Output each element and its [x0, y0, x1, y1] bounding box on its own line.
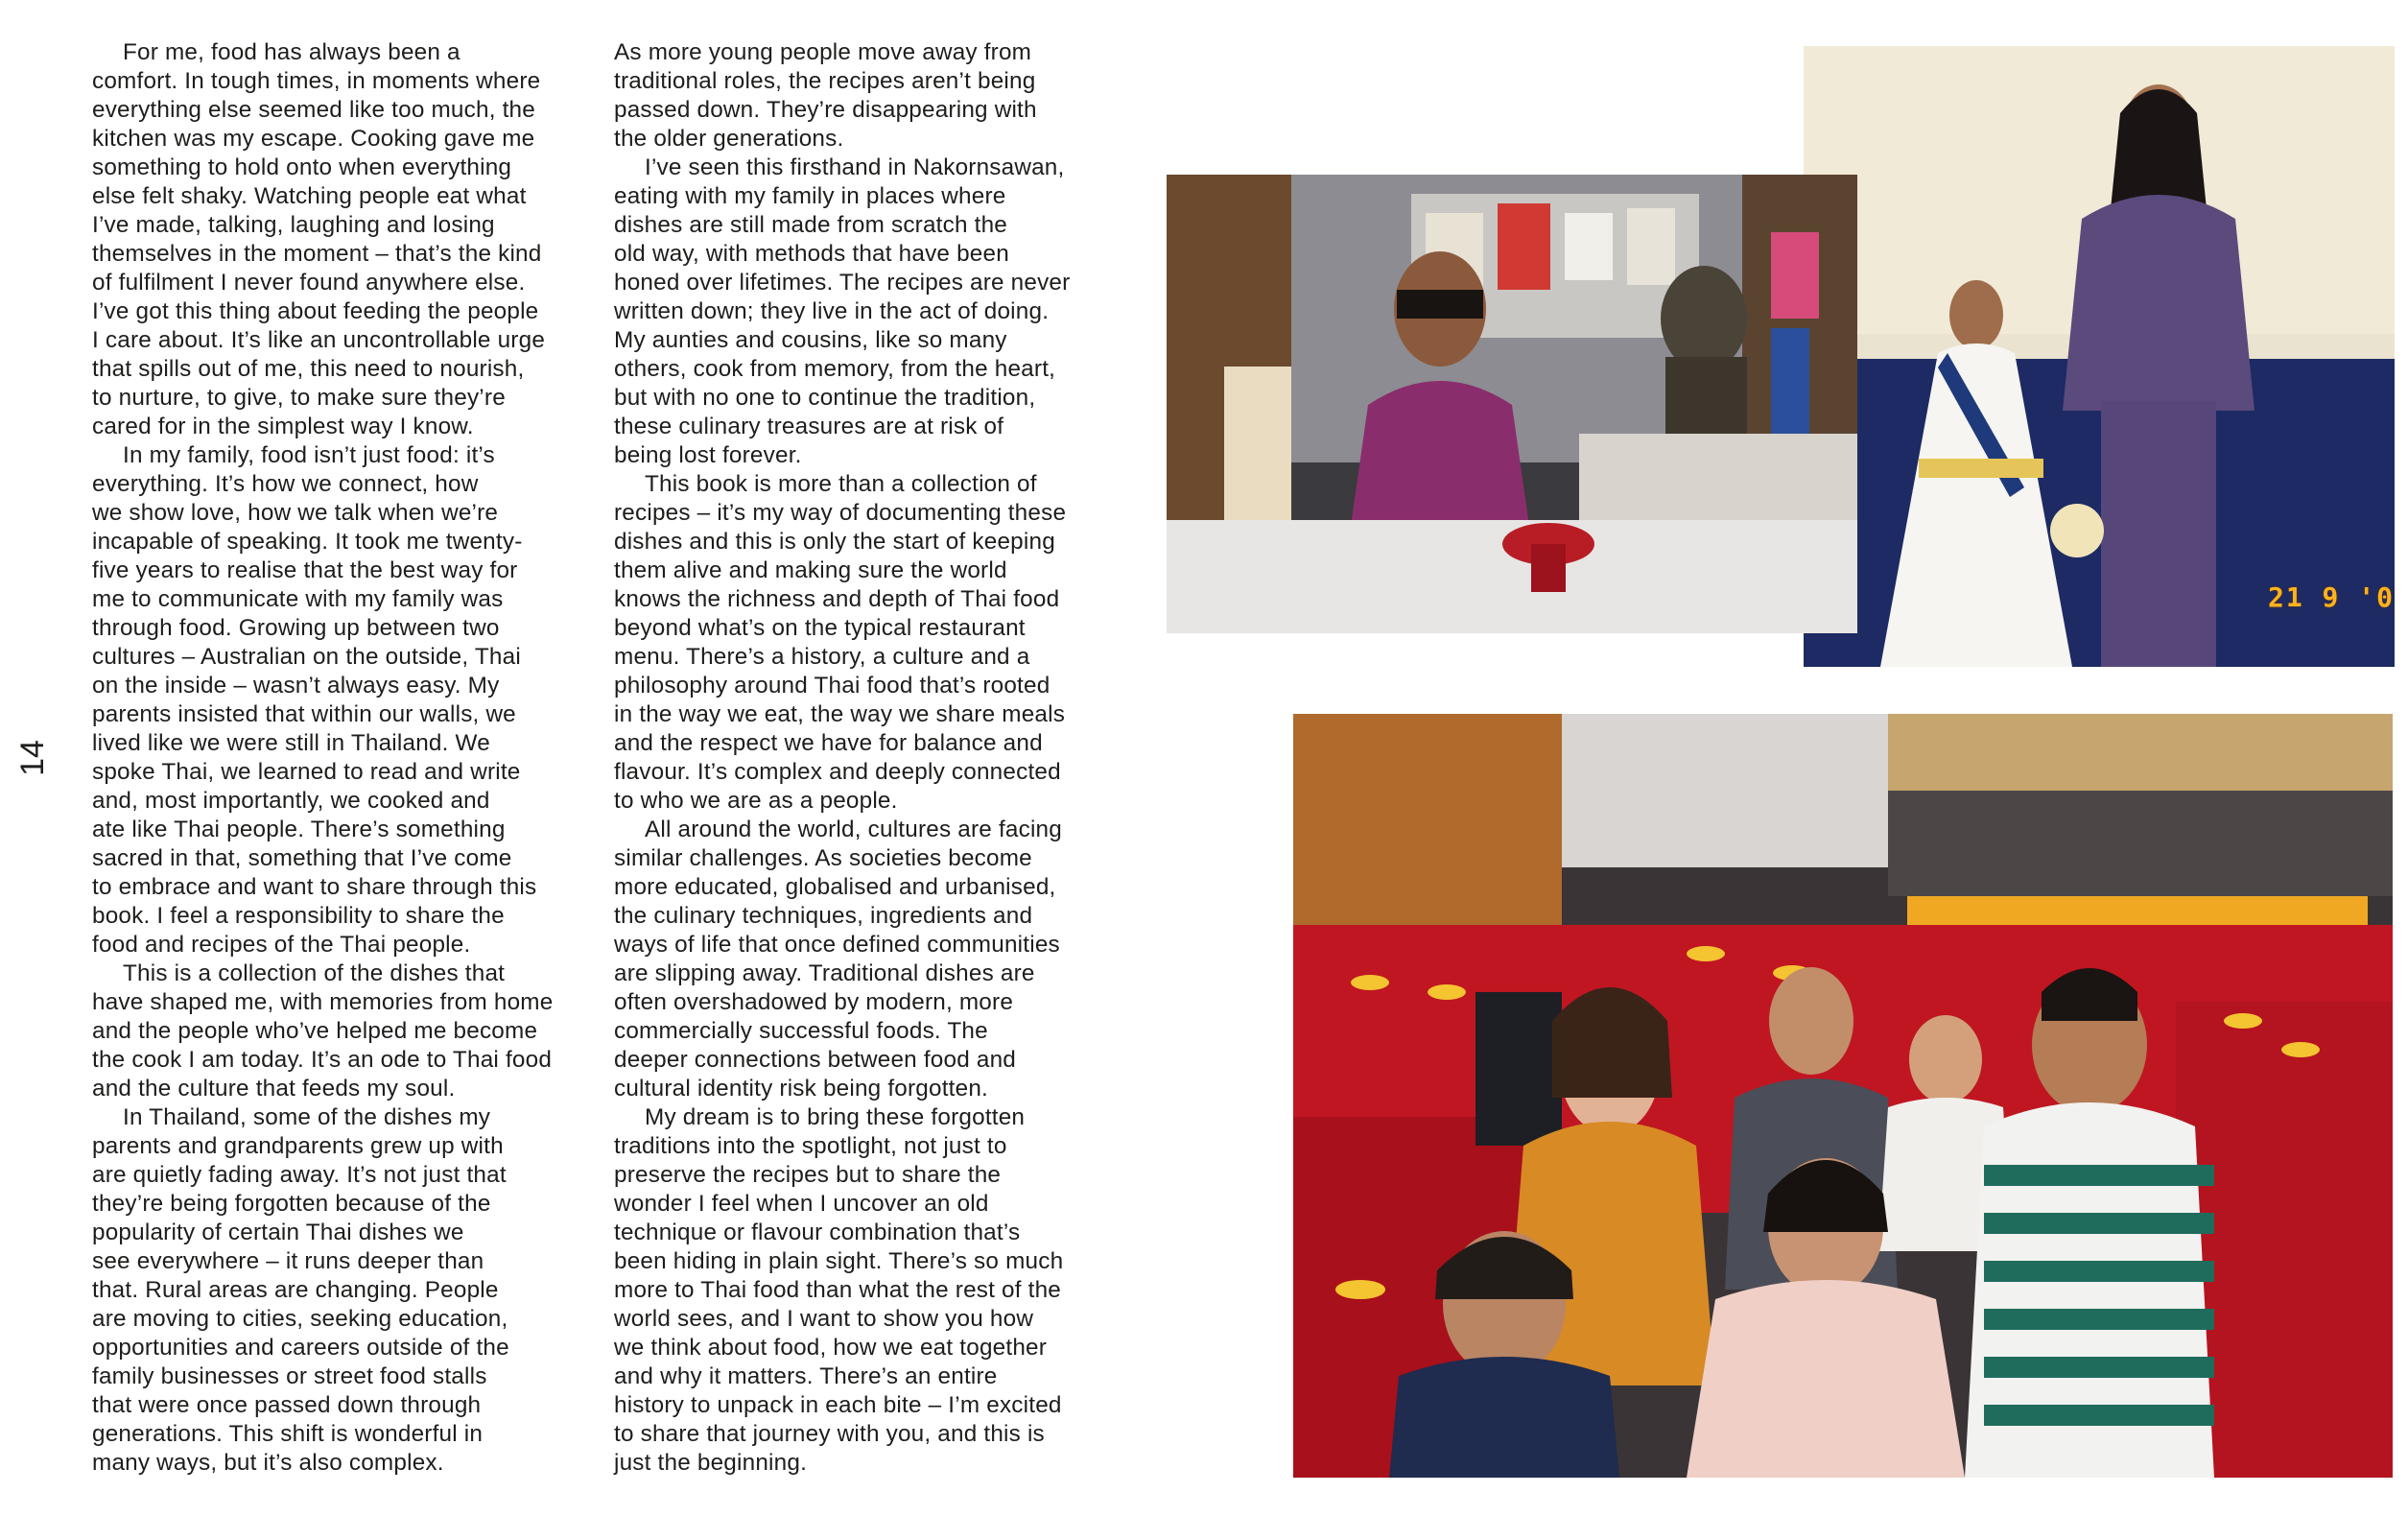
text-line: just the beginning. — [614, 1450, 808, 1476]
text-line: and the respect we have for balance and — [614, 730, 1043, 756]
text-line: My dream is to bring these forgotten — [645, 1104, 1026, 1130]
text-line: parents and grandparents grew up with — [92, 1133, 504, 1159]
text-line: I care about. It’s like an uncontrollable urge — [92, 327, 546, 353]
photo-girl-with-woman — [1804, 46, 2395, 667]
photo-family-restaurant — [1293, 714, 2393, 1478]
text-line: to who we are as a people. — [614, 788, 898, 814]
photo-man-at-counter — [1167, 175, 1857, 633]
text-line: commercially successful foods. The — [614, 1018, 988, 1044]
text-line: old way, with methods that have been — [614, 241, 1009, 267]
text-line: but with no one to continue the tradition, — [614, 385, 1036, 411]
text-line: I’ve made, talking, laughing and losing — [92, 212, 495, 238]
text-line: the culinary techniques, ingredients and — [614, 903, 1033, 929]
text-line: food and recipes of the Thai people. — [92, 932, 471, 958]
text-line: them alive and making sure the world — [614, 557, 1007, 583]
text-line: eating with my family in places where — [614, 183, 1006, 209]
text-line: see everywhere – it runs deeper than — [92, 1248, 484, 1274]
text-line: to embrace and want to share through this — [92, 874, 537, 900]
text-line: and the people who’ve helped me become — [92, 1018, 538, 1044]
text-line: technique or flavour combination that’s — [614, 1220, 1021, 1245]
text-line: that. Rural areas are changing. People — [92, 1277, 499, 1303]
photo-date-stamp: 21 9 '0 — [2267, 581, 2395, 613]
text-line: are moving to cities, seeking education, — [92, 1306, 508, 1332]
text-line: on the inside – wasn’t always easy. My — [92, 673, 500, 699]
text-line: preserve the recipes but to share the — [614, 1162, 1002, 1188]
text-line: they’re being forgotten because of the — [92, 1191, 491, 1217]
text-line: spoke Thai, we learned to read and write — [92, 759, 521, 785]
text-line: we think about food, how we eat together — [614, 1335, 1048, 1361]
text-line: to nurture, to give, to make sure they’re — [92, 385, 506, 411]
text-line: As more young people move away from — [614, 39, 1032, 65]
text-line: popularity of certain Thai dishes we — [92, 1220, 464, 1245]
text-line: kitchen was my escape. Cooking gave me — [92, 126, 535, 152]
text-column-right — [614, 38, 1094, 1478]
text-line: five years to realise that the best way for — [92, 557, 518, 583]
text-line: me to communicate with my family was — [92, 586, 504, 612]
text-line: opportunities and careers outside of the — [92, 1335, 509, 1361]
text-line: world sees, and I want to show you how — [614, 1306, 1034, 1332]
text-line: being lost forever. — [614, 442, 802, 468]
text-line: that spills out of me, this need to nourish, — [92, 356, 525, 382]
text-line: generations. This shift is wonderful in — [92, 1421, 484, 1447]
text-line: cultural identity risk being forgotten. — [614, 1076, 989, 1101]
text-line: cultures – Australian on the outside, Thai — [92, 644, 521, 670]
text-line: family businesses or street food stalls — [92, 1363, 487, 1389]
text-line: something to hold onto when everything — [92, 154, 512, 180]
text-line: more educated, globalised and urbanised, — [614, 874, 1056, 900]
text-line: sacred in that, something that I’ve come — [92, 845, 512, 871]
text-line: everything. It’s how we connect, how — [92, 471, 479, 497]
text-line: that were once passed down through — [92, 1392, 482, 1418]
text-line: comfort. In tough times, in moments where — [92, 68, 541, 94]
text-line: and why it matters. There’s an entire — [614, 1363, 998, 1389]
text-line: in the way we eat, the way we share meals — [614, 701, 1066, 727]
text-line: traditional roles, the recipes aren’t being — [614, 68, 1036, 94]
text-line: ways of life that once defined communities — [614, 932, 1060, 958]
text-line: the older generations. — [614, 126, 844, 152]
text-line: history to unpack in each bite – I’m excited — [614, 1392, 1062, 1418]
text-line: lived like we were still in Thailand. We — [92, 730, 490, 756]
text-line: passed down. They’re disappearing with — [614, 97, 1037, 123]
text-line: cared for in the simplest way I know. — [92, 414, 474, 439]
text-line: and the culture that feeds my soul. — [92, 1076, 456, 1101]
text-line: traditions into the spotlight, not just to — [614, 1133, 1007, 1159]
text-line: My aunties and cousins, like so many — [614, 327, 1007, 353]
text-line: flavour. It’s complex and deeply connected — [614, 759, 1061, 785]
text-line: themselves in the moment – that’s the kind — [92, 241, 542, 267]
text-line: I’ve seen this firsthand in Nakornsawan, — [645, 154, 1065, 180]
text-line: are slipping away. Traditional dishes are — [614, 960, 1035, 986]
text-line: we show love, how we talk when we’re — [92, 500, 499, 526]
text-line: menu. There’s a history, a culture and a — [614, 644, 1030, 670]
text-line: deeper connections between food and — [614, 1047, 1017, 1073]
text-line: written down; they live in the act of doing. — [614, 298, 1050, 324]
text-line: through food. Growing up between two — [92, 615, 500, 641]
text-line: everything else seemed like too much, the — [92, 97, 535, 123]
text-line: been hiding in plain sight. There’s so much — [614, 1248, 1064, 1274]
text-line: dishes are still made from scratch the — [614, 212, 1008, 238]
text-line: ate like Thai people. There’s something — [92, 817, 506, 842]
text-line: In Thailand, some of the dishes my — [123, 1104, 491, 1130]
text-line: parents insisted that within our walls, we — [92, 701, 516, 727]
text-line: In my family, food isn’t just food: it’s — [123, 442, 495, 468]
text-line: of fulfilment I never found anywhere else. — [92, 270, 526, 296]
text-line: others, cook from memory, from the heart, — [614, 356, 1056, 382]
text-column-left — [92, 38, 572, 1478]
text-line: many ways, but it’s also complex. — [92, 1450, 444, 1476]
text-line: and, most importantly, we cooked and — [92, 788, 490, 814]
text-line: beyond what’s on the typical restaurant — [614, 615, 1026, 641]
text-line: to share that journey with you, and this is — [614, 1421, 1045, 1447]
text-line: more to Thai food than what the rest of the — [614, 1277, 1062, 1303]
page-number: 14 — [14, 740, 51, 776]
text-line: All around the world, cultures are facing — [645, 817, 1062, 842]
text-line: book. I feel a responsibility to share the — [92, 903, 505, 929]
text-line: dishes and this is only the start of keeping — [614, 529, 1055, 555]
text-line: honed over lifetimes. The recipes are never — [614, 270, 1071, 296]
text-line: have shaped me, with memories from home — [92, 989, 554, 1015]
text-line: knows the richness and depth of Thai food — [614, 586, 1060, 612]
text-line: are quietly fading away. It’s not just that — [92, 1162, 507, 1188]
text-line: recipes – it’s my way of documenting these — [614, 500, 1067, 526]
text-line: incapable of speaking. It took me twenty- — [92, 529, 523, 555]
text-line: For me, food has always been a — [123, 39, 460, 65]
text-line: philosophy around Thai food that’s rooted — [614, 673, 1051, 699]
text-line: these culinary treasures are at risk of — [614, 414, 1004, 439]
text-line: I’ve got this thing about feeding the people — [92, 298, 539, 324]
text-line: the cook I am today. It’s an ode to Thai food — [92, 1047, 553, 1073]
text-line: wonder I feel when I uncover an old — [614, 1191, 989, 1217]
text-line: This book is more than a collection of — [645, 471, 1037, 497]
text-line: else felt shaky. Watching people eat what — [92, 183, 527, 209]
text-line: This is a collection of the dishes that — [123, 960, 506, 986]
text-line: similar challenges. As societies become — [614, 845, 1032, 871]
text-line: often overshadowed by modern, more — [614, 989, 1014, 1015]
